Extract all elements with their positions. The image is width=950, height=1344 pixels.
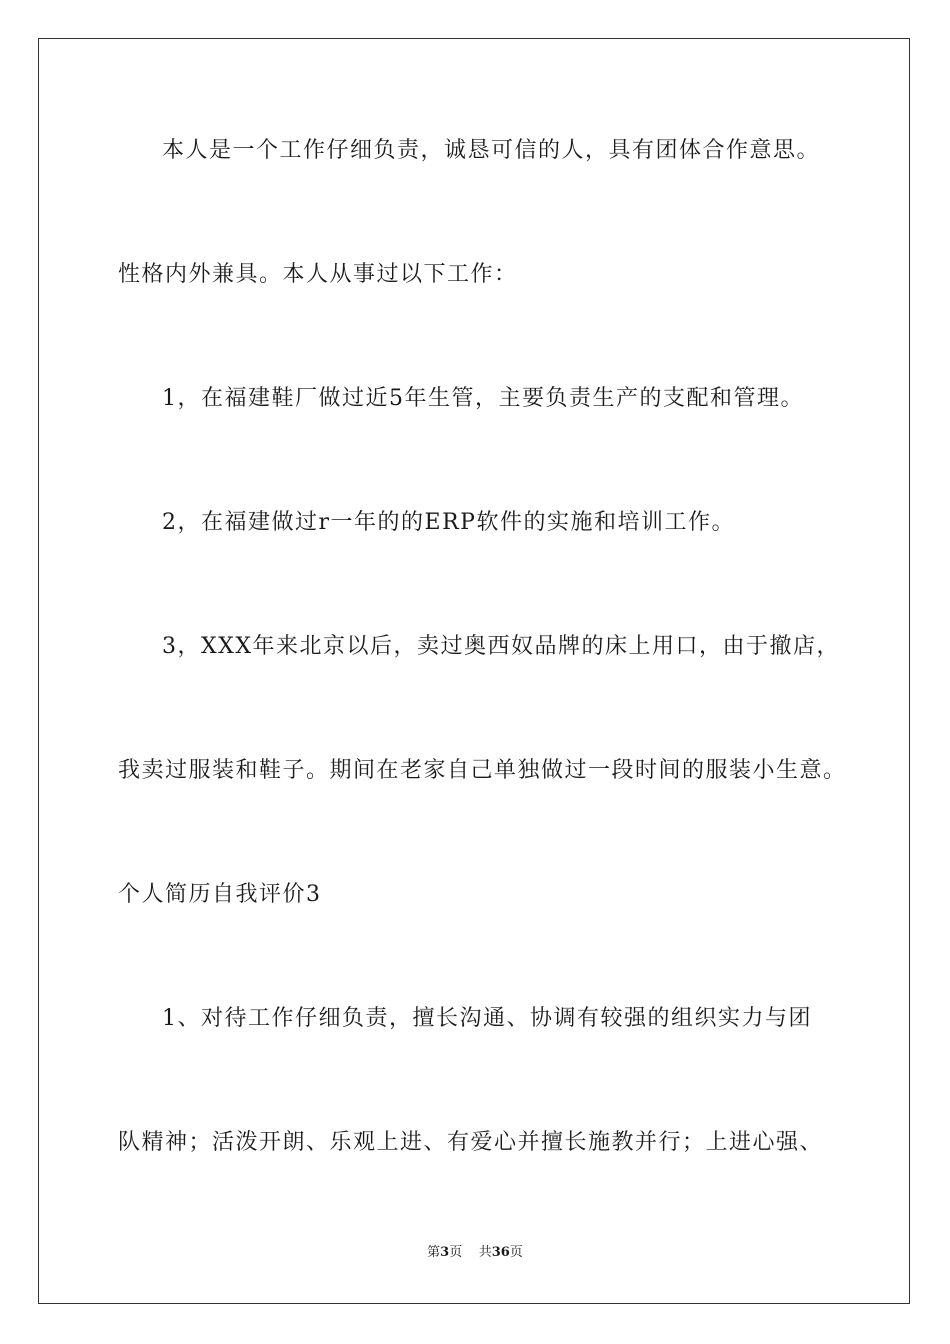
paragraph-line-5: 3，XXX年来北京以后，卖过奥西奴品牌的床上用口，由于撤店， <box>162 634 840 659</box>
paragraph-line-8: 队精神；活泼开朗、乐观上进、有爱心并擅长施教并行；上进心强、 <box>118 1130 824 1155</box>
paragraph-line-6: 我卖过服装和鞋子。期间在老家自己单独做过一段时间的服装小生意。 <box>118 758 847 783</box>
footer-total-prefix: 共 <box>478 1245 492 1260</box>
page-border <box>38 38 910 1304</box>
paragraph-line-4: 2，在福建做过r一年的的ERP软件的实施和培训工作。 <box>162 510 735 535</box>
paragraph-line-2: 性格内外兼具。本人从事过以下工作： <box>118 262 518 287</box>
section-heading: 个人简历自我评价3 <box>118 882 322 907</box>
footer-total-pages: 36 <box>491 1245 510 1260</box>
footer-total-suffix: 页 <box>509 1245 523 1260</box>
footer-page-number: 3 <box>440 1245 450 1260</box>
footer-page-prefix: 第 <box>427 1245 441 1260</box>
paragraph-line-1: 本人是一个工作仔细负责，诚恳可信的人，具有团体合作意思。 <box>162 138 821 163</box>
page-footer <box>0 1244 950 1262</box>
footer-page-suffix: 页 <box>449 1245 463 1260</box>
paragraph-line-3: 1，在福建鞋厂做过近5年生管，主要负责生产的支配和管理。 <box>162 386 804 411</box>
paragraph-line-7: 1、对待工作仔细负责，擅长沟通、协调有较强的组织实力与团 <box>162 1006 812 1031</box>
